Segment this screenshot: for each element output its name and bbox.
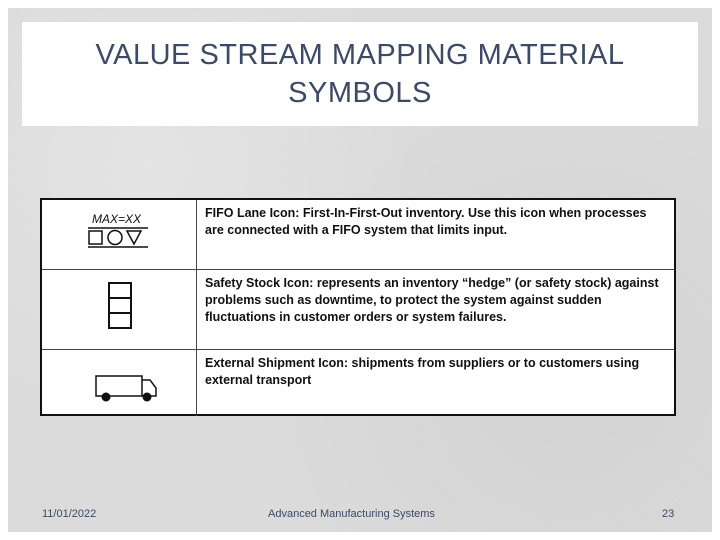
fifo-max-label: MAX=XX [92, 212, 142, 226]
slide-title: VALUE STREAM MAPPING MATERIAL SYMBOLS [95, 39, 625, 109]
icon-cell [42, 350, 197, 416]
external-shipment-truck-icon [92, 370, 162, 404]
icon-cell [42, 270, 197, 349]
table-row-fifo-lane [42, 200, 674, 270]
fifo-lane-icon [86, 210, 152, 252]
safety-stock-icon [106, 281, 136, 333]
page-number: 23 [662, 508, 675, 520]
icon-cell [42, 200, 197, 269]
table-row-external-shipment [42, 350, 674, 416]
title-box [22, 22, 698, 126]
symbol-table [40, 198, 676, 416]
safety-stock-description: Safety Stock Icon: represents an inventory “hedge” (or safety stock) against problems such as downtime, to protect the system against sudden fluctuations in customer orders or system failures. [205, 276, 659, 324]
table-row-safety-stock [42, 270, 674, 350]
footer-date: 11/01/2022 [42, 508, 97, 520]
footer-title: Advanced Manufacturing Systems [268, 508, 435, 520]
fifo-lane-description: FIFO Lane Icon: First-In-First-Out inventory. Use this icon when processes are connected with a FIFO system that limits input. [205, 206, 647, 237]
external-shipment-description: External Shipment Icon: shipments from suppliers or to customers using external transport [205, 356, 640, 387]
